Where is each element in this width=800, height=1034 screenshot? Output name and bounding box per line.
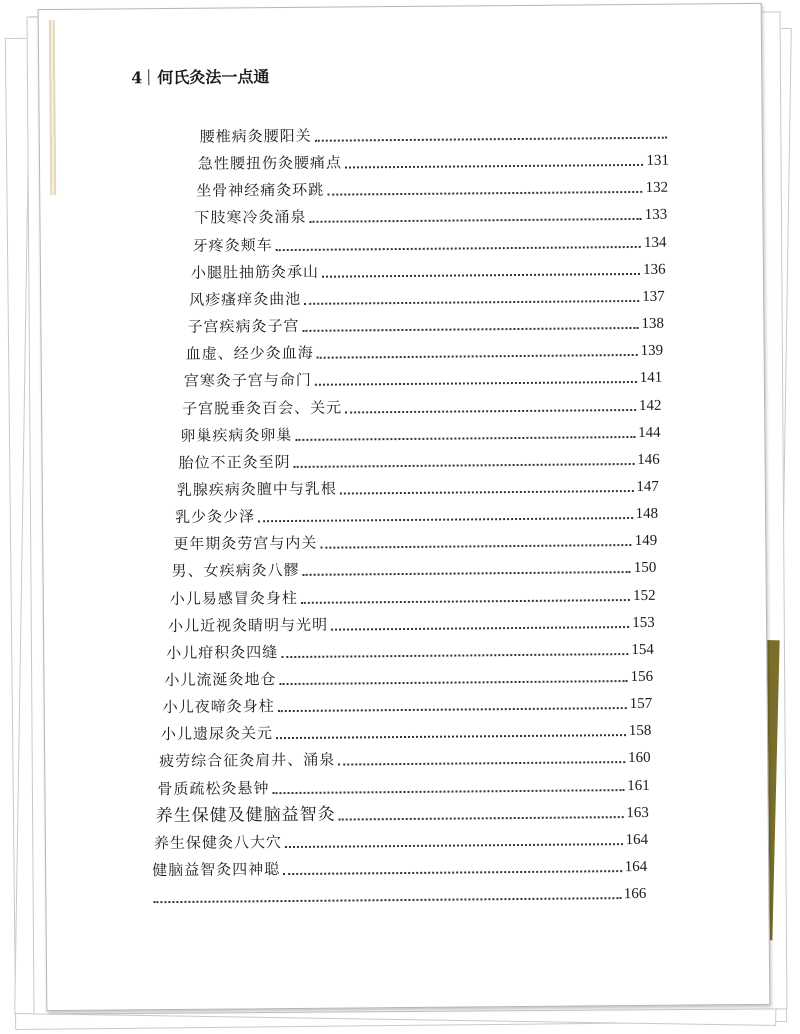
dot-leader xyxy=(304,300,639,305)
dot-leader xyxy=(315,137,667,142)
dot-leader xyxy=(310,218,642,223)
dot-leader xyxy=(276,734,626,739)
dot-leader xyxy=(339,816,624,820)
toc-entry-page: 152 xyxy=(632,587,656,604)
dot-leader xyxy=(153,897,620,903)
header-book-title: 何氏灸法一点通 xyxy=(157,67,270,88)
toc-entry[interactable] xyxy=(173,528,657,554)
toc-entry-page: 142 xyxy=(638,397,662,414)
toc-entry[interactable] xyxy=(200,121,670,147)
toc-entry-page: 147 xyxy=(636,478,659,495)
toc-entry-title: 小儿易感冒灸身柱 xyxy=(169,588,298,608)
toc-entry-page: 132 xyxy=(645,179,669,197)
toc-entry-page: 166 xyxy=(623,886,647,903)
toc-entry-title: 牙疼灸颊车 xyxy=(192,235,273,255)
dot-leader xyxy=(345,408,636,413)
toc-entry-page: 138 xyxy=(641,315,664,332)
toc-entry[interactable] xyxy=(154,827,648,853)
dot-leader xyxy=(303,571,631,576)
toc-entry[interactable] xyxy=(193,229,667,255)
toc-entry-page: 153 xyxy=(632,614,655,631)
dot-leader xyxy=(276,246,641,251)
toc-entry-title: 养生保健及健脑益智灸 xyxy=(155,804,336,826)
dot-leader xyxy=(301,599,630,604)
dot-leader xyxy=(283,870,622,875)
toc-entry-title: 小儿近视灸睛明与光明 xyxy=(167,615,329,635)
toc-entry-title: 宫寒灸子宫与命门 xyxy=(183,371,312,391)
toc-entry[interactable] xyxy=(159,745,651,771)
toc-entry[interactable] xyxy=(191,256,666,282)
toc-entry-title: 下肢寒冷灸涌泉 xyxy=(194,208,307,228)
toc-entry-title: 骨质疏松灸悬钟 xyxy=(157,778,270,798)
dot-leader xyxy=(285,843,623,848)
toc-entry[interactable] xyxy=(182,392,661,418)
toc-entry-page: 157 xyxy=(629,695,653,713)
dot-leader xyxy=(327,191,642,196)
toc-entry-page: 149 xyxy=(634,533,658,550)
dot-leader xyxy=(320,544,631,549)
toc-entry[interactable] xyxy=(184,365,663,391)
toc-entry-page: 160 xyxy=(627,750,651,767)
toc-entry-title: 小儿流涎灸地仓 xyxy=(164,670,277,690)
toc-entry-page: 161 xyxy=(627,777,650,794)
toc-entry-page: 134 xyxy=(643,234,667,251)
dot-leader xyxy=(281,653,628,658)
toc-entry-title: 坐骨神经痛灸环跳 xyxy=(196,180,325,201)
toc-entry-title: 小儿夜啼灸身柱 xyxy=(162,697,275,717)
toc-entry-title: 健脑益智灸四神聪 xyxy=(152,860,281,880)
toc-entry[interactable] xyxy=(156,800,649,826)
dot-leader xyxy=(331,626,629,631)
dot-leader xyxy=(340,490,634,495)
toc-entry[interactable] xyxy=(161,718,652,744)
toc-entry[interactable] xyxy=(152,854,647,880)
toc-entry-page: 141 xyxy=(639,370,663,387)
dot-leader xyxy=(280,680,628,685)
toc-entry[interactable] xyxy=(168,610,655,636)
toc-entry-title: 小腿肚抽筋灸承山 xyxy=(190,262,320,282)
toc-entry-title: 疲劳综合征灸肩井、涌泉 xyxy=(159,751,336,771)
toc-entry-page: 139 xyxy=(640,342,664,360)
toc-entry-title: 乳少灸少泽 xyxy=(175,507,256,527)
toc-entry-page: 164 xyxy=(625,831,649,848)
toc-entry[interactable] xyxy=(166,637,654,663)
toc-entry[interactable] xyxy=(194,202,667,228)
toc-entry[interactable] xyxy=(198,148,669,174)
toc-entry[interactable] xyxy=(163,691,653,717)
dot-leader xyxy=(302,327,638,332)
toc-entry-page: 156 xyxy=(630,668,654,686)
toc-entry-page: 133 xyxy=(644,207,668,224)
toc-entry[interactable] xyxy=(170,582,656,608)
toc-entry-title: 风疹瘙痒灸曲池 xyxy=(189,289,302,309)
dot-leader xyxy=(322,273,640,278)
toc-entry-page: 164 xyxy=(624,858,648,876)
toc-entry-title: 养生保健灸八大穴 xyxy=(153,832,283,853)
toc-entry-page: 137 xyxy=(642,288,665,305)
toc-entry-page: 136 xyxy=(643,261,666,278)
toc-entry[interactable] xyxy=(187,311,664,337)
toc-entry-page: 150 xyxy=(633,560,657,577)
dot-leader xyxy=(278,707,627,712)
toc-entry-title: 子宫脱垂灸百会、关元 xyxy=(182,398,343,418)
toc-entry-page: 158 xyxy=(628,723,652,740)
book-page xyxy=(38,3,771,1011)
toc-entry[interactable] xyxy=(175,501,658,527)
toc-entry-title: 更年期灸劳宫与内关 xyxy=(173,534,318,554)
toc-entry-title: 卵巢疾病灸卵巢 xyxy=(180,425,293,445)
dot-leader xyxy=(345,164,643,169)
toc-entry[interactable] xyxy=(164,664,653,690)
toc-entry-page: 146 xyxy=(637,451,660,468)
header-page-number: 4 xyxy=(131,68,143,88)
toc-entry-title: 胎位不正灸至阴 xyxy=(178,452,291,472)
toc-entry-title: 子宫疾病灸子宫 xyxy=(187,316,300,336)
toc-entry-page: 154 xyxy=(631,641,654,658)
toc-entry[interactable] xyxy=(186,338,664,364)
table-of-contents xyxy=(39,4,770,1010)
toc-entry[interactable] xyxy=(177,474,659,500)
dot-leader xyxy=(294,463,635,468)
toc-entry-title: 血虚、经少灸血海 xyxy=(185,343,314,364)
toc-entry-page: 131 xyxy=(646,152,669,170)
toc-entry[interactable] xyxy=(180,419,660,445)
toc-entry[interactable] xyxy=(189,284,665,310)
toc-entry[interactable] xyxy=(171,555,656,581)
dot-leader xyxy=(295,436,635,441)
toc-entry-page: 144 xyxy=(637,424,661,441)
toc-entry-title: 腰椎病灸腰阳关 xyxy=(199,126,312,146)
dot-leader xyxy=(338,762,625,767)
toc-entry[interactable] xyxy=(196,175,668,201)
dot-leader xyxy=(272,789,624,794)
toc-entry[interactable] xyxy=(157,772,649,798)
toc-entry-title: 乳腺疾病灸膻中与乳根 xyxy=(176,479,337,499)
toc-entry[interactable] xyxy=(150,881,646,907)
toc-entry-title: 小儿疳积灸四缝 xyxy=(166,642,279,662)
toc-entry-title: 急性腰扭伤灸腰痛点 xyxy=(197,153,343,173)
toc-entry-title: 小儿遗尿灸关元 xyxy=(160,724,274,744)
toc-entry-page: 163 xyxy=(626,804,649,821)
toc-entry-title: 男、女疾病灸八髎 xyxy=(171,561,300,581)
dot-leader xyxy=(315,381,637,386)
toc-entry[interactable] xyxy=(179,447,660,473)
dot-leader xyxy=(258,517,632,522)
dot-leader xyxy=(317,354,638,359)
toc-entry-page: 148 xyxy=(635,505,659,523)
